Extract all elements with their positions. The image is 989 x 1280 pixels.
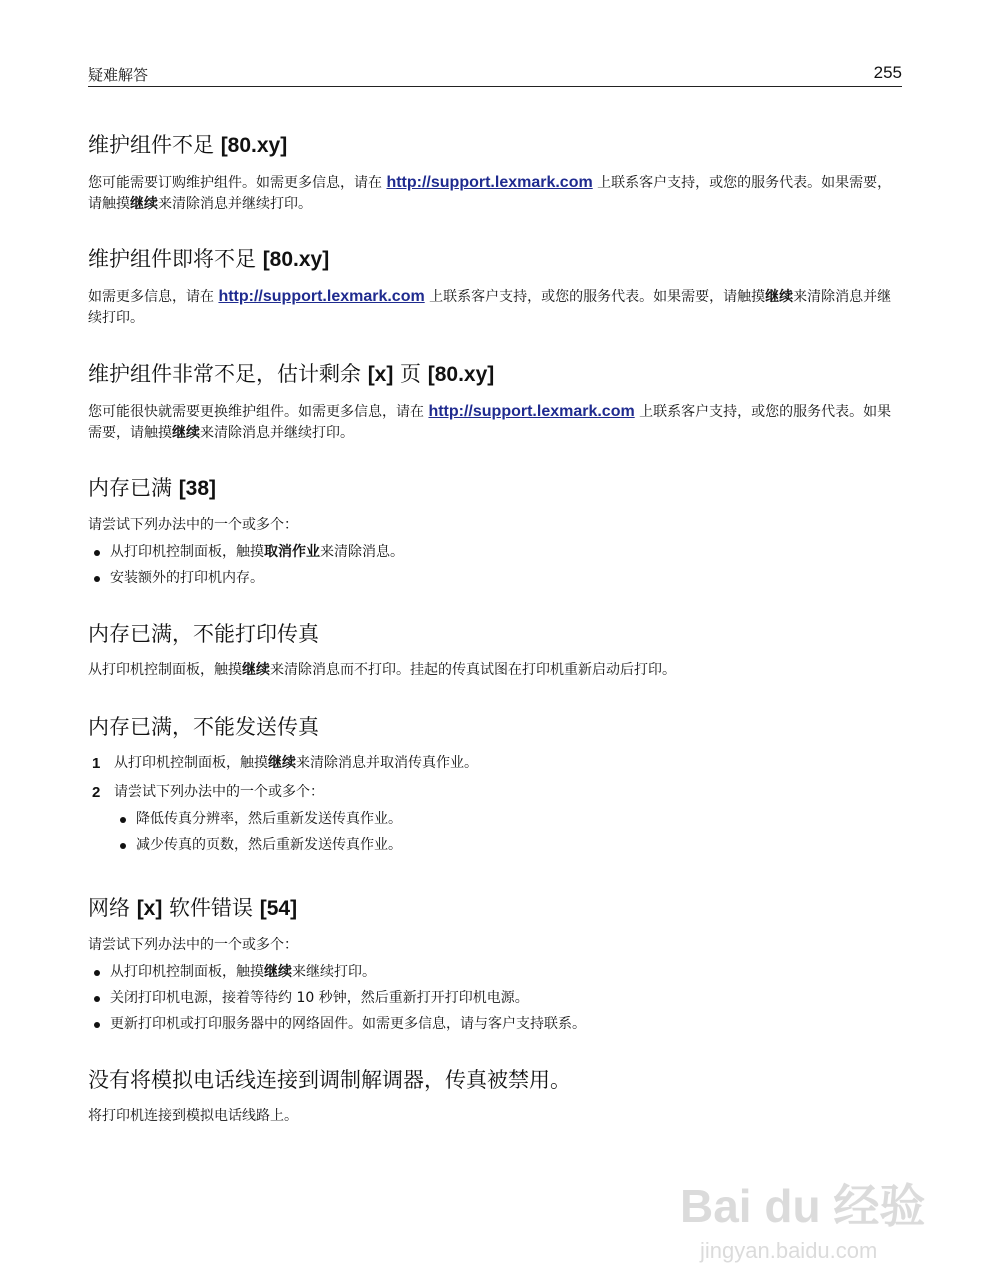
heading-code: [54] — [259, 897, 298, 920]
body-text: 如需更多信息，请在 — [88, 289, 219, 305]
heading-code: [x] — [136, 897, 163, 920]
section-network-software-error — [88, 894, 902, 1040]
body-text: 来清除消息并继续打印。 — [200, 425, 354, 441]
section-body — [88, 286, 902, 329]
list-item: 降低传真分辨率，然后重新发送传真作业。 — [114, 809, 902, 830]
body-text: 上联系客户支持，或您的服务代表。如果需要，请触摸 — [88, 404, 892, 441]
heading-code: [x] — [367, 363, 394, 386]
list-item: 更新打印机或打印服务器中的网络固件。如需更多信息，请与客户支持联系。 — [88, 1014, 902, 1035]
section-intro: 请尝试下列办法中的一个或多个： — [88, 517, 298, 533]
keyword-cancel-job: 取消作业 — [264, 544, 320, 560]
heading-code: [80.xy] — [220, 134, 288, 157]
section-body: 将打印机连接到模拟电话线路上。 — [88, 1108, 298, 1124]
step-text: 请尝试下列办法中的一个或多个： — [114, 784, 324, 800]
page-header — [88, 64, 902, 87]
section-maintenance-kit-low — [88, 131, 902, 215]
step-number: 1 — [92, 755, 101, 772]
heading-code: [38] — [178, 477, 217, 500]
bullet-list — [88, 962, 902, 1035]
heading-code: [80.xy] — [262, 248, 330, 271]
support-link[interactable]: http://support.lexmark.com — [386, 174, 593, 191]
keyword-continue: 继续 — [130, 196, 158, 212]
section-heading — [88, 474, 902, 503]
heading-text: 软件错误 — [162, 896, 260, 920]
section-memory-full-cannot-send-fax — [88, 713, 902, 864]
heading-text: 维护组件即将不足 — [88, 247, 263, 271]
section-maintenance-kit-nearly-low — [88, 245, 902, 329]
body-text: 您可能很快就需要更换维护组件。如需更多信息，请在 — [88, 404, 429, 420]
heading-text: 维护组件不足 — [88, 133, 221, 157]
section-memory-full — [88, 474, 902, 594]
section-intro: 请尝试下列办法中的一个或多个： — [88, 937, 298, 953]
support-link[interactable]: http://support.lexmark.com — [428, 403, 635, 420]
section-no-analog-line — [88, 1066, 902, 1127]
body-text: 来清除消息而不打印。挂起的传真试图在打印机重新启动后打印。 — [270, 662, 676, 678]
heading-text: 维护组件非常不足，估计剩余 — [88, 362, 368, 386]
support-link[interactable]: http://support.lexmark.com — [218, 288, 425, 305]
step-item — [88, 782, 902, 856]
list-item: 减少传真的页数，然后重新发送传真作业。 — [114, 835, 902, 856]
list-item: 安装额外的打印机内存。 — [88, 568, 902, 589]
heading-text: 网络 — [88, 896, 137, 920]
steps-list — [88, 753, 902, 856]
section-body — [88, 660, 902, 681]
section-heading: 内存已满，不能打印传真 — [88, 622, 319, 646]
keyword-continue: 继续 — [242, 662, 270, 678]
section-heading — [88, 360, 902, 389]
body-text: 上联系客户支持，或您的服务代表。如果需要，请触摸 — [424, 289, 766, 305]
section-heading — [88, 245, 902, 274]
body-text: 您可能需要订购维护组件。如需更多信息，请在 — [88, 175, 387, 191]
list-item — [88, 962, 902, 983]
section-heading: 内存已满，不能发送传真 — [88, 715, 319, 739]
body-text: 上联系客户支持，或您的服务代表。如果需要，请触摸 — [88, 175, 892, 212]
body-text: 来清除消息并继续打印。 — [158, 196, 312, 212]
heading-code: [80.xy] — [427, 363, 495, 386]
heading-text: 页 — [393, 362, 428, 386]
section-memory-full-cannot-print-fax — [88, 620, 902, 681]
watermark-url: jingyan.baidu.com — [700, 1238, 878, 1263]
keyword-continue: 继续 — [172, 425, 200, 441]
item-text: 从打印机控制面板，触摸 — [110, 544, 264, 560]
bullet-list — [88, 542, 902, 589]
keyword-continue: 继续 — [268, 755, 296, 771]
body-text: 来清除消息并继续打印。 — [88, 289, 892, 326]
section-heading: 没有将模拟电话线连接到调制解调器，传真被禁用。 — [88, 1068, 571, 1092]
header-section-name: 疑难解答 — [88, 66, 149, 84]
item-text: 来清除消息。 — [320, 544, 404, 560]
step-text: 从打印机控制面板，触摸 — [114, 755, 268, 771]
item-text: 从打印机控制面板，触摸 — [110, 964, 264, 980]
step-item — [88, 753, 902, 774]
heading-text: 内存已满 — [88, 476, 179, 500]
watermark-logo-text: Bai du 经验 — [680, 1180, 926, 1232]
step-text: 来清除消息并取消传真作业。 — [296, 755, 478, 771]
list-item: 关闭打印机电源，接着等待约 10 秒钟，然后重新打开打印机电源。 — [88, 988, 902, 1009]
keyword-continue: 继续 — [264, 964, 292, 980]
section-body — [88, 401, 902, 444]
sub-bullet-list — [114, 809, 902, 856]
section-maintenance-kit-very-low — [88, 360, 902, 444]
page-number: 255 — [873, 63, 902, 82]
step-number: 2 — [92, 784, 101, 801]
section-body — [88, 172, 902, 215]
baidu-watermark — [680, 1130, 940, 1270]
section-heading — [88, 894, 902, 923]
body-text: 从打印机控制面板，触摸 — [88, 662, 242, 678]
section-heading — [88, 131, 902, 160]
list-item — [88, 542, 902, 563]
item-text: 来继续打印。 — [292, 964, 376, 980]
keyword-continue: 继续 — [765, 289, 794, 305]
